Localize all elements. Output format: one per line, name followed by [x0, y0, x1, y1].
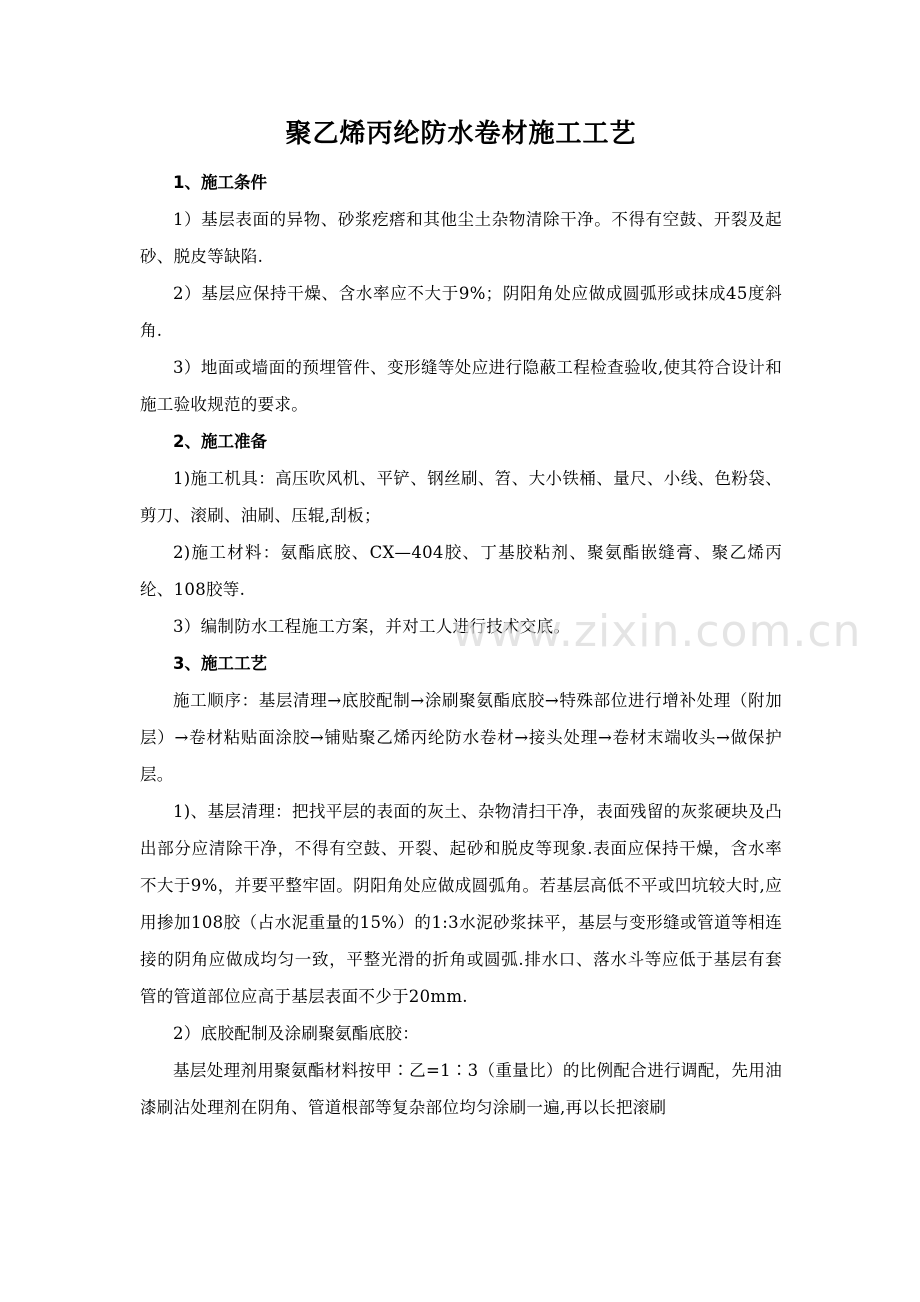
- paragraph: 3）编制防水工程施工方案，并对工人进行技术交底。: [173, 617, 571, 636]
- paragraph: 基层处理剂用聚氨酯材料按甲∶乙=1∶3（重量比）的比例配合进行调配，先用油漆刷沾处理剂在阴角、管道根部等复杂部位均匀涂刷一遍,再以长把滚刷: [140, 1061, 782, 1117]
- paragraph: 2）底胶配制及涂刷聚氨酯底胶：: [173, 1024, 419, 1043]
- paragraph: 2)施工材料：氨酯底胶、CX—404胶、丁基胶粘剂、聚氨酯嵌缝膏、聚乙烯丙纶、108胶等.: [140, 543, 782, 599]
- watermark: www.zixin.com.cn: [452, 606, 862, 657]
- paragraph: 1）基层表面的异物、砂浆疙瘩和其他尘土杂物清除干净。不得有空鼓、开裂及起砂、脱皮等缺陷.: [140, 210, 782, 266]
- paragraph: 3）地面或墙面的预埋管件、变形缝等处应进行隐蔽工程检查验收,使其符合设计和施工验收规范的要求。: [140, 358, 782, 414]
- section-heading-process: 3、施工工艺: [173, 654, 267, 673]
- document-title: 聚乙烯丙纶防水卷材施工工艺: [285, 119, 637, 149]
- paragraph: 1)施工机具：高压吹风机、平铲、钢丝刷、笤、大小铁桶、量尺、小线、色粉袋、剪刀、滚刷、油刷、压辊,刮板；: [140, 469, 782, 525]
- section-heading-preparation: 2、施工准备: [173, 432, 267, 451]
- paragraph: 1)、基层清理：把找平层的表面的灰土、杂物清扫干净，表面残留的灰浆硬块及凸出部分应清除干净，不得有空鼓、开裂、起砂和脱皮等现象.表面应保持干燥，含水率不大于9%，并要平整牢固。阴阳角处应做成圆弧角。若基层高低不平或凹坑较大时,应用掺加108胶（占水泥重量的15%）的1:3水泥砂浆抹平，基层与变形缝或管道等相连接的阴角应做成均匀一致，平整光滑的折角或圆弧.排水口、落水斗等应低于基层有套管的管道部位应高于基层表面不少于20mm.: [140, 802, 782, 1006]
- paragraph: 2）基层应保持干燥、含水率应不大于9%；阴阳角处应做成圆弧形或抹成45度斜角.: [140, 284, 782, 340]
- paragraph: 施工顺序：基层清理→底胶配制→涂刷聚氨酯底胶→特殊部位进行增补处理（附加层）→卷材粘贴面涂胶→铺贴聚乙烯丙纶防水卷材→接头处理→卷材末端收头→做保护层。: [140, 691, 782, 784]
- section-heading-conditions: 1、施工条件: [173, 173, 267, 192]
